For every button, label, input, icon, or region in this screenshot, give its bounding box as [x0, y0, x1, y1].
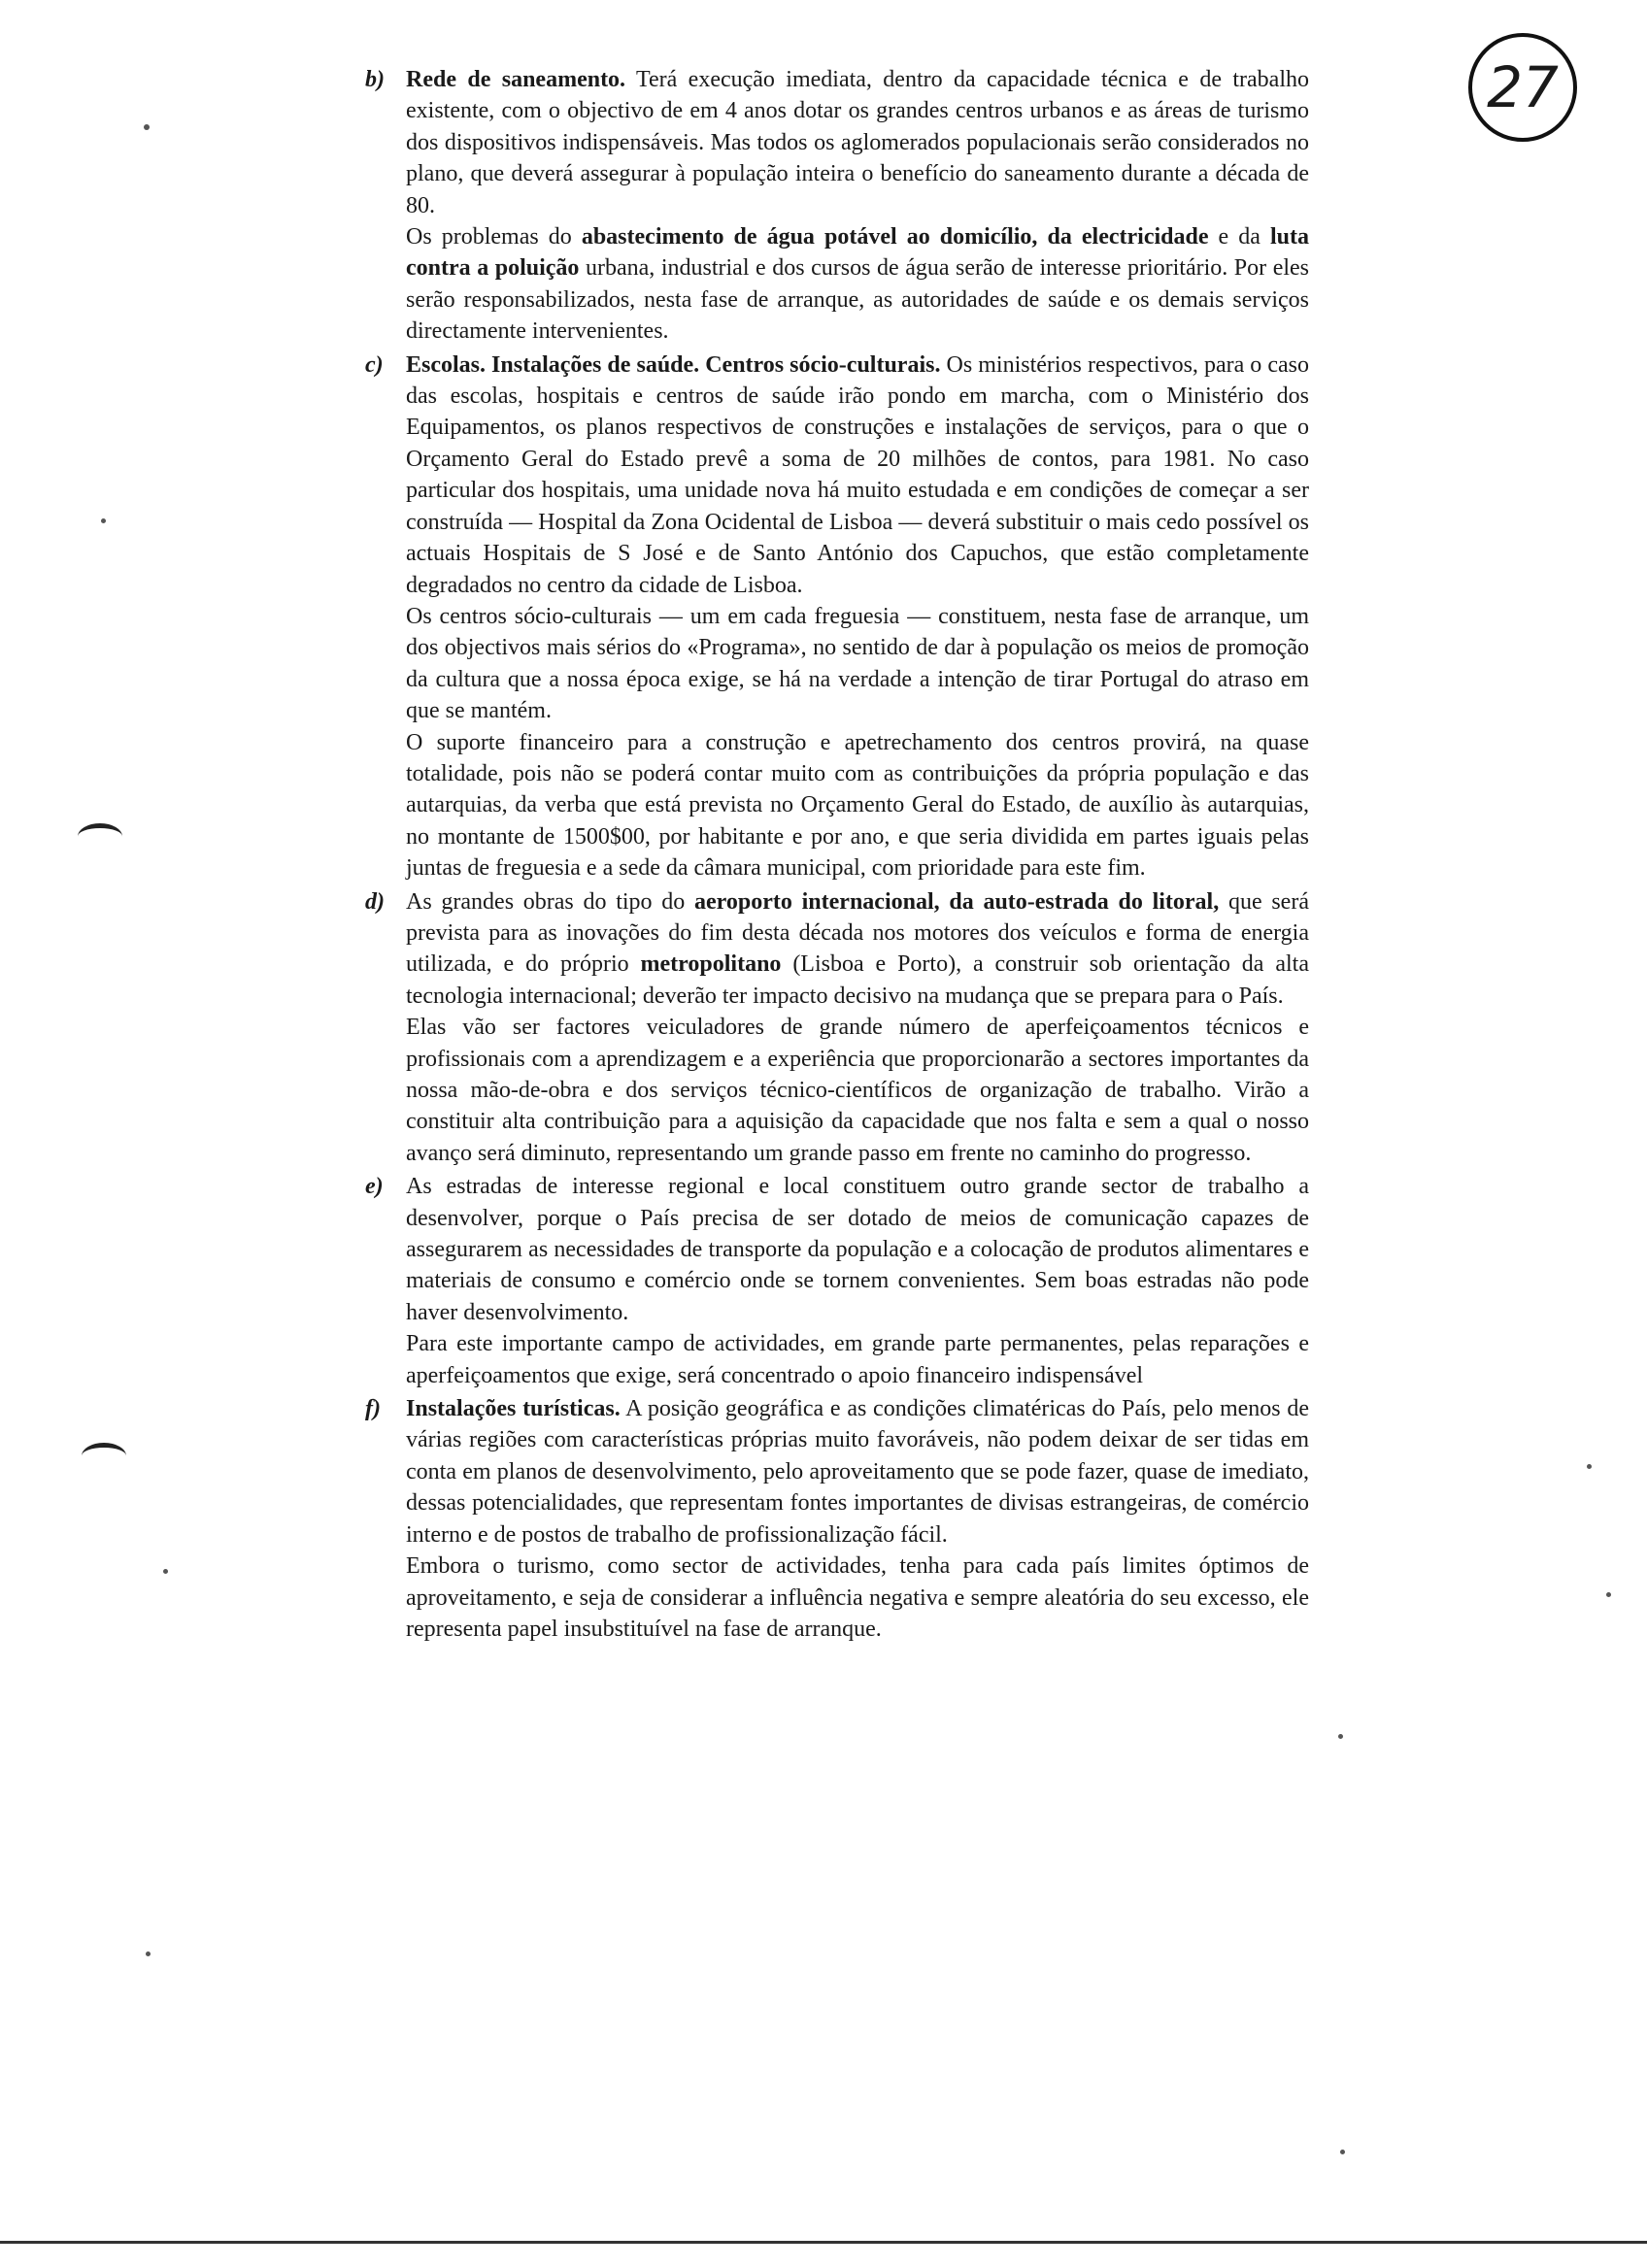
item-marker: b) — [365, 67, 385, 92]
text-run: Os centros sócio-culturais — um em cada freguesia — constituem, nesta fase de arranque, um dos objectivos mais sérios do «Programa», no sentido de dar à população os meios de promoção da cultura que a nossa época exige, se há na verdade a intenção de tirar Portugal do atraso em que se mantém. — [406, 603, 1309, 724]
paragraph — [406, 886, 1309, 1013]
scan-mark-hook — [78, 823, 122, 850]
bold-text: metropolitano — [640, 951, 782, 978]
bold-text: Instalações turísticas. — [406, 1396, 621, 1422]
text-run: que será prevista para as inovações do fim desta década nos motores dos veículos e forma de energia utilizada, e do próprio — [406, 888, 1309, 978]
list-item — [365, 1393, 1310, 1645]
item-marker: f) — [365, 1396, 381, 1422]
paragraph — [406, 1393, 1309, 1551]
bold-text: abastecimento de água potável ao domicílio, da electricidade — [581, 224, 1209, 250]
scan-speck — [1606, 1592, 1611, 1597]
paragraph — [406, 1551, 1309, 1645]
scan-speck — [144, 124, 150, 130]
document-body — [365, 64, 1310, 1645]
text-run: Elas vão ser factores veiculadores de grande número de aperfeiçoamentos técnicos e profissionais com a aprendizagem e a experiência que proporcionarão a sectores importantes da nossa mão-de-obra e dos serviços técnico-científicos de organização de trabalho. Virão a constituir alta contribuição para a aquisição da capacidade que nos falta e sem a qual o nosso avanço será diminuto, representando um grande passo em frente no caminho do progresso. — [406, 1015, 1309, 1166]
scan-mark-hook — [82, 1443, 126, 1469]
paragraph — [406, 64, 1309, 221]
item-marker: e) — [365, 1174, 384, 1200]
paragraph — [406, 1012, 1309, 1169]
bold-text: aeroporto internacional, da auto-estrada do litoral, — [694, 888, 1220, 915]
list-item — [365, 1171, 1309, 1391]
text-run: Os problemas do — [406, 224, 582, 250]
text-run: urbana, industrial e dos cursos de água serão de interesse prioritário. Por eles serão responsabilizados, nesta fase de arranque, as autoridades de saúde e os demais serviços directamente intervenientes. — [406, 255, 1310, 345]
item-marker: d) — [365, 888, 385, 915]
scan-speck — [146, 1951, 151, 1956]
scan-speck — [101, 518, 106, 523]
list-item — [365, 350, 1309, 884]
text-run: A posição geográfica e as condições climatéricas do País, pelo menos de várias regiões com características próprias muito favoráveis, não podem deixar de ser tidas em conta em planos de desenvolvimento, pelo aproveitamento que se pode fazer, quase de imediato, dessas potencialidades, que representam fontes importantes de divisas estrangeiras, de comércio interno e de postos de trabalho de profissionalização fácil. — [406, 1396, 1310, 1548]
bold-text: Escolas. Instalações de saúde. Centros sócio-culturais. — [406, 351, 941, 378]
paragraph — [406, 1328, 1309, 1391]
text-run: e da — [1208, 224, 1270, 250]
text-run: O suporte financeiro para a construção e apetrechamento dos centros provirá, na quase totalidade, pois não se poderá contar muito com as contribuições da própria população e das autarquias, da verba que está prevista no Orçamento Geral do Estado, de auxílio às autarquias, no montante de 1500$00, por habitante e por ano, e que seria dividida em partes iguais pelas juntas de freguesia e a sede da câmara municipal, com prioridade para este fim. — [406, 729, 1309, 882]
text-run: As estradas de interesse regional e local constituem outro grande sector de trabalho a desenvolver, porque o País precisa de ser dotado de meios de comunicação capazes de assegurarem as necessidades de transporte da população e a colocação de produtos alimentares e materiais de consumo e comércio onde se tornem convenientes. Sem boas estradas não pode haver desenvolvimento. — [406, 1174, 1309, 1325]
bold-text: luta contra a poluição — [406, 224, 1309, 282]
scan-speck — [1587, 1464, 1592, 1469]
scan-bottom-edge — [0, 2241, 1647, 2244]
list-item — [365, 64, 1310, 348]
item-marker: c) — [365, 351, 384, 378]
text-run: Para este importante campo de actividades, em grande parte permanentes, pelas reparações e aperfeiçoamentos que exige, será concentrado o apoio financeiro indispensável — [406, 1331, 1309, 1388]
text-run: Terá execução imediata, dentro da capacidade técnica e de trabalho existente, com o objectivo de em 4 anos dotar os grandes centros urbanos e as áreas de turismo dos dispositivos indispensáveis. Mas todos os aglomerados populacionais serão considerados no plano, que deverá assegurar à população inteira o benefício do saneamento durante a década de 80. — [406, 67, 1309, 218]
paragraph — [406, 350, 1309, 601]
list-item — [365, 886, 1310, 1170]
bold-text: Rede de saneamento. — [406, 67, 626, 92]
paragraph — [406, 601, 1309, 727]
paragraph — [406, 221, 1309, 348]
paragraph — [406, 1171, 1309, 1328]
text-run: (Lisboa e Porto), a construir sob orientação da alta tecnologia internacional; deverão ter impacto decisivo na mudança que se prepara para o País. — [406, 951, 1310, 1009]
scan-speck — [1338, 1734, 1343, 1739]
text-run: Embora o turismo, como sector de actividades, tenha para cada país limites óptimos de aproveitamento, e seja de considerar a influência negativa e sempre aleatória do seu excesso, ele representa papel insubstituível na fase de arranque. — [406, 1553, 1309, 1642]
page-number-stamp: 27 — [1468, 33, 1577, 142]
paragraph — [406, 727, 1309, 884]
text-run: Os ministérios respectivos, para o caso das escolas, hospitais e centros de saúde irão pondo em marcha, com o Ministério dos Equipamentos, os planos respectivos de construções e instalações de serviços, para o que o Orçamento Geral do Estado prevê a soma de 20 milhões de contos, para 1981. No caso particular dos hospitais, uma unidade nova há muito estudada e em condições de começar a ser construída — Hospital da Zona Ocidental de Lisboa — deverá substituir o mais cedo possível os actuais Hospitais de S José e de Santo António dos Capuchos, que estão completamente degradados no centro da cidade de Lisboa. — [406, 351, 1309, 598]
scan-speck — [163, 1569, 168, 1574]
scan-speck — [1340, 2150, 1345, 2154]
text-run: As grandes obras do tipo do — [406, 888, 695, 915]
